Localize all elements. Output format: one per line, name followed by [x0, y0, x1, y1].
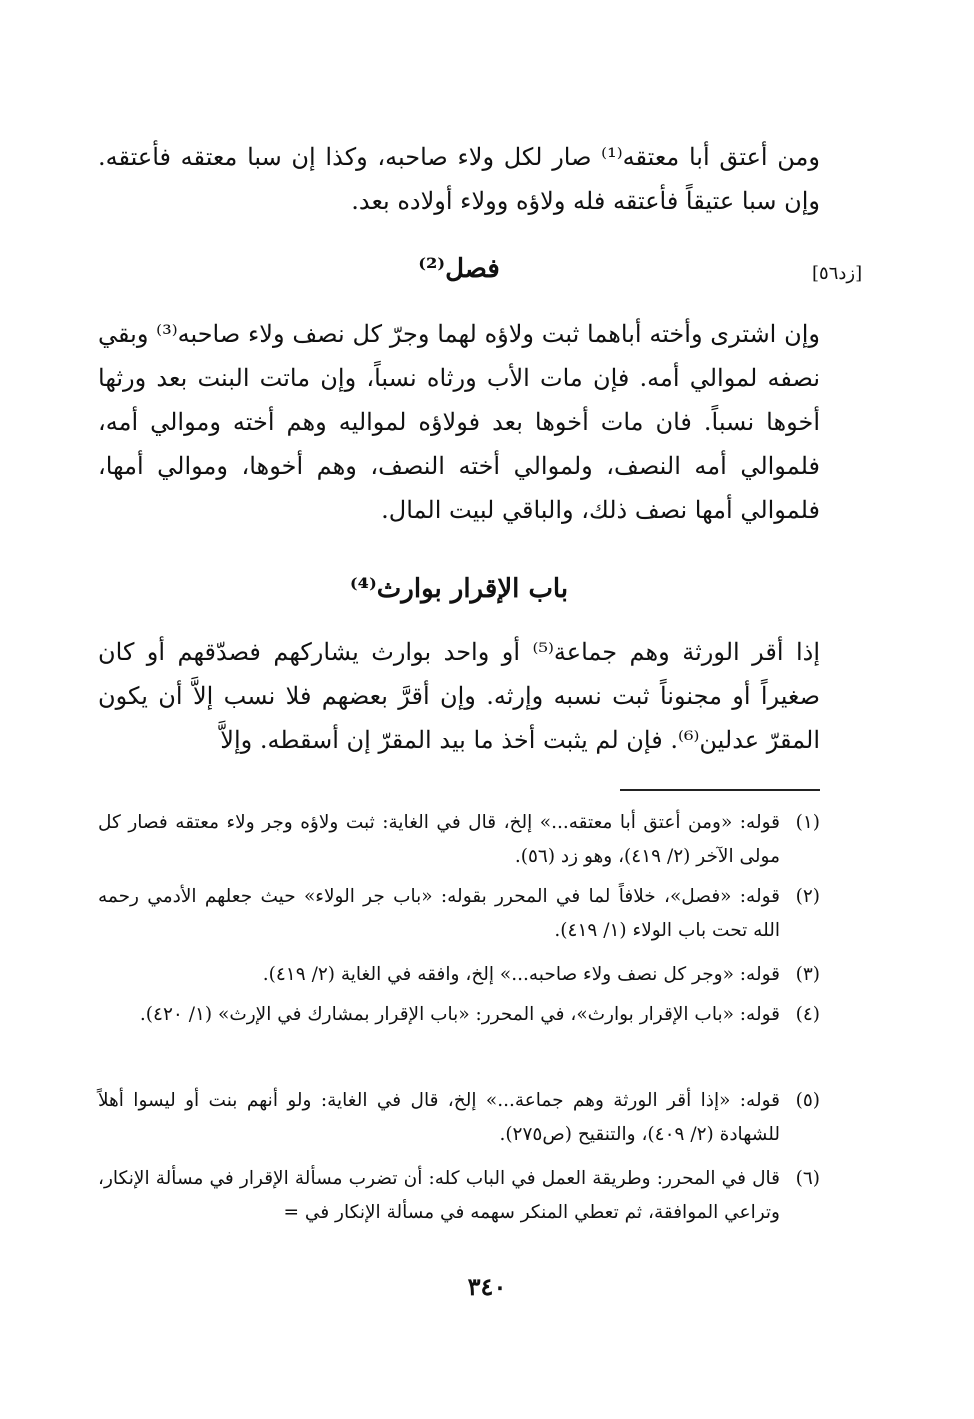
- footnote-divider: [620, 789, 820, 791]
- section-heading-fasl: فصل⁽²⁾: [418, 254, 500, 284]
- chapter-heading: باب الإقرار بوارث⁽⁴⁾: [349, 574, 569, 604]
- footnote-5: [98, 1084, 820, 1152]
- footnote-1: [98, 806, 820, 874]
- footnote-6: [98, 1162, 820, 1230]
- paragraph-1: ومن أعتق أبا معتقه⁽¹⁾ صار لكل ولاء صاحبه، وكذا إن سبا معتقه فأعتقه. وإن سبا عتيقاً فأعتقه فله ولاؤه وولاء أولاده بعد.: [98, 143, 820, 215]
- footnote-text: قوله: «وجر كل نصف ولاء صاحبه...» إلخ، وافقه في الغاية (٢/ ٤١٩).: [262, 964, 780, 985]
- footnote-text: قوله: «فصل»، خلافاً لما في المحرر بقوله: «باب جر الولاء» حيث جعلهم الأدمي رحمه الله تحت باب الولاء (١/ ٤١٩).: [98, 886, 780, 941]
- margin-reference: [زد٥٦]: [812, 263, 863, 284]
- page-number: ٣٤٠: [467, 1272, 507, 1301]
- paragraph-2: وإن اشترى وأخته أباهما ثبت ولاؤه لهما وجرّ كل نصف ولاء صاحبه⁽³⁾ وبقي نصفه لموالي أمه. فإن مات الأب ورثاه نسباً، وإن ماتت البنت بعد ورثها أخوها نسباً. فان مات أخوها بعد فولاؤه لمواليه وهم أخته وموالي أمه، فلموالي أمه النصف، ولموالي أخته النصف، وهم أخوها، وموالي أمها، فلموالي أمها نصف ذلك، والباقي لبيت المال.: [98, 320, 820, 524]
- footnote-text: قوله: «ومن أعتق أبا معتقه...» إلخ، قال في الغاية: ثبت ولاؤه وجر ولاء معتقه فصار كل مولى الآخر (٢/ ٤١٩)، وهو زد (٥٦).: [98, 812, 780, 867]
- footnote-2: [98, 880, 820, 948]
- footnote-number: (٦): [795, 1168, 820, 1189]
- footnote-number: (٥): [795, 1090, 820, 1111]
- footnote-text: قال في المحرر: وطريقة العمل في الباب كله: أن تضرب مسألة الإقرار في مسألة الإنكار، وتراعي الموافقة، ثم تعطي المنكر سهمه في مسألة الإنكار في =: [98, 1168, 780, 1223]
- footnote-number: (٢): [795, 886, 820, 907]
- footnote-text: قوله: «إذا أقر الورثة وهم جماعة...» إلخ، قال في الغاية: ولو أنهم بنت أو ليسوا أهلاً للشهادة (٢/ ٤٠٩)، والتنقيح (ص٢٧٥).: [98, 1090, 780, 1145]
- footnote-4: [98, 998, 820, 1032]
- paragraph-3: إذا أقر الورثة وهم جماعة⁽⁵⁾ أو واحد بوارث يشاركهم فصدّقهم أو كان صغيراً أو مجنوناً ثبت نسبه وإرثه. وإن أقرَّ بعضهم فلا نسب إلاَّ أن يكون المقرّ عدلين⁽⁶⁾. فإن لم يثبت أخذ ما بيد المقرّ إن أسقطه. وإلاَّ: [98, 638, 821, 754]
- footnote-number: (٣): [795, 964, 820, 985]
- footnote-number: (١): [795, 812, 820, 833]
- footnote-3: [98, 958, 820, 992]
- footnote-text: قوله: «باب الإقرار بوارث»، في المحرر: «باب الإقرار بمشارك في الإرث» (١/ ٤٢٠).: [139, 1004, 780, 1025]
- footnote-number: (٤): [795, 1004, 820, 1025]
